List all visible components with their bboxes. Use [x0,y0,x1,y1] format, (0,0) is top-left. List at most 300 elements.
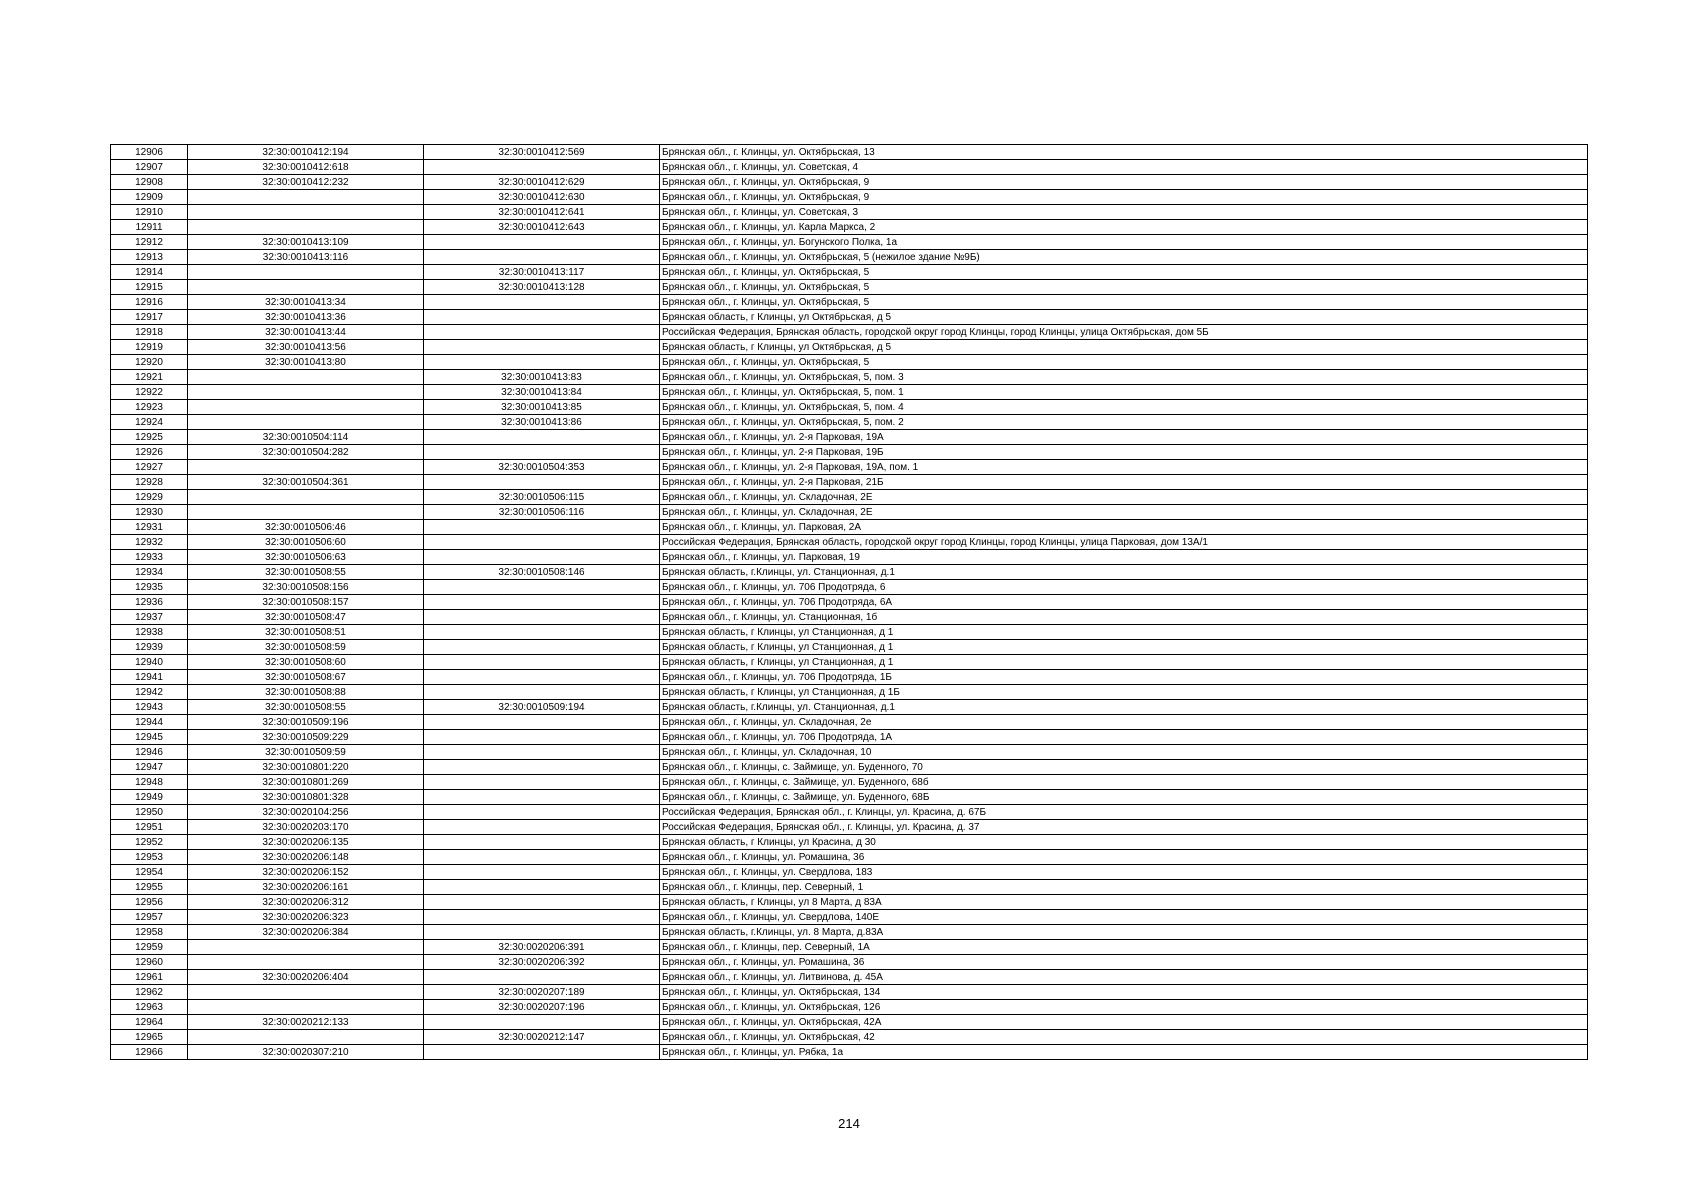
table-row [111,730,1588,745]
table-row [111,400,1588,415]
row-number-cell: 12936 [111,595,188,610]
table-row [111,535,1588,550]
land-cadastral-cell: 32:30:0010504:282 [188,445,424,460]
address-cell: Брянская область, г Клинцы, ул Октябрьская, д 5 [660,310,1588,325]
address-cell: Брянская область, г Клинцы, ул Красина, д 30 [660,835,1588,850]
address-cell: Брянская обл., г. Клинцы, ул. Парковая, 2А [660,520,1588,535]
land-cadastral-cell: 32:30:0010509:229 [188,730,424,745]
land-cadastral-cell: 32:30:0010509:59 [188,745,424,760]
land-cadastral-cell: 32:30:0010508:51 [188,625,424,640]
table-row [111,505,1588,520]
row-number-cell: 12928 [111,475,188,490]
table-row [111,910,1588,925]
table-row [111,355,1588,370]
land-cadastral-cell: 32:30:0020206:135 [188,835,424,850]
address-cell: Российская Федерация, Брянская область, городской округ город Клинцы, город Клинцы, улица Октябрьская, дом 5Б [660,325,1588,340]
address-cell: Брянская обл., г. Клинцы, ул. Октябрьская, 5 [660,295,1588,310]
land-cadastral-cell: 32:30:0010504:361 [188,475,424,490]
building-cadastral-cell: 32:30:0010412:643 [424,220,660,235]
table-row [111,850,1588,865]
row-number-cell: 12908 [111,175,188,190]
table-row [111,940,1588,955]
address-cell: Брянская обл., г. Клинцы, с. Займище, ул. Буденного, 70 [660,760,1588,775]
land-cadastral-cell: 32:30:0020206:161 [188,880,424,895]
table-row [111,190,1588,205]
row-number-cell: 12917 [111,310,188,325]
building-cadastral-cell: 32:30:0020207:196 [424,1000,660,1015]
table-row [111,880,1588,895]
row-number-cell: 12939 [111,640,188,655]
row-number-cell: 12937 [111,610,188,625]
row-number-cell: 12940 [111,655,188,670]
land-cadastral-cell [188,940,424,955]
address-cell: Брянская обл., г. Клинцы, ул. 706 Продотряда, 6 [660,580,1588,595]
row-number-cell: 12963 [111,1000,188,1015]
address-cell: Российская Федерация, Брянская обл., г. Клинцы, ул. Красина, д. 37 [660,820,1588,835]
row-number-cell: 12958 [111,925,188,940]
building-cadastral-cell [424,475,660,490]
building-cadastral-cell: 32:30:0010509:194 [424,700,660,715]
row-number-cell: 12950 [111,805,188,820]
address-cell: Брянская обл., г. Клинцы, ул. Октябрьская, 126 [660,1000,1588,1015]
land-cadastral-cell [188,955,424,970]
table-row [111,775,1588,790]
land-cadastral-cell: 32:30:0020206:323 [188,910,424,925]
land-cadastral-cell: 32:30:0020307:210 [188,1045,424,1060]
address-cell: Брянская обл., г. Клинцы, ул. Складочная, 2е [660,715,1588,730]
building-cadastral-cell [424,745,660,760]
land-cadastral-cell: 32:30:0010413:80 [188,355,424,370]
table-row [111,580,1588,595]
table-row [111,385,1588,400]
building-cadastral-cell: 32:30:0020212:147 [424,1030,660,1045]
land-cadastral-cell: 32:30:0010801:220 [188,760,424,775]
row-number-cell: 12947 [111,760,188,775]
address-cell: Брянская область, г.Клинцы, ул. Станционная, д.1 [660,700,1588,715]
table-row [111,160,1588,175]
table-row [111,1000,1588,1015]
building-cadastral-cell [424,775,660,790]
building-cadastral-cell [424,250,660,265]
address-cell: Брянская обл., г. Клинцы, с. Займище, ул. Буденного, 68Б [660,790,1588,805]
land-cadastral-cell: 32:30:0010412:194 [188,145,424,160]
land-cadastral-cell: 32:30:0010801:269 [188,775,424,790]
land-cadastral-cell [188,400,424,415]
address-cell: Брянская обл., г. Клинцы, ул. 706 Продотряда, 6А [660,595,1588,610]
row-number-cell: 12962 [111,985,188,1000]
building-cadastral-cell: 32:30:0010413:128 [424,280,660,295]
table-row [111,295,1588,310]
land-cadastral-cell: 32:30:0010413:36 [188,310,424,325]
building-cadastral-cell [424,595,660,610]
land-cadastral-cell: 32:30:0010506:60 [188,535,424,550]
table-row [111,370,1588,385]
land-cadastral-cell: 32:30:0010508:157 [188,595,424,610]
address-cell: Брянская обл., г. Клинцы, ул. Свердлова, 140Е [660,910,1588,925]
row-number-cell: 12930 [111,505,188,520]
land-cadastral-cell [188,220,424,235]
building-cadastral-cell [424,835,660,850]
table-row [111,145,1588,160]
address-cell: Брянская обл., г. Клинцы, ул. Станционная, 1б [660,610,1588,625]
table-row [111,715,1588,730]
row-number-cell: 12935 [111,580,188,595]
address-cell: Российская Федерация, Брянская область, городской округ город Клинцы, город Клинцы, улица Парковая, дом 13А/1 [660,535,1588,550]
land-cadastral-cell: 32:30:0010413:34 [188,295,424,310]
row-number-cell: 12951 [111,820,188,835]
address-cell: Брянская обл., г. Клинцы, ул. Литвинова, д. 45А [660,970,1588,985]
building-cadastral-cell [424,355,660,370]
address-cell: Брянская обл., г. Клинцы, ул. Октябрьская, 5 [660,280,1588,295]
building-cadastral-cell [424,625,660,640]
page-number: 214 [838,1116,860,1131]
address-cell: Брянская обл., г. Клинцы, ул. Октябрьская, 5, пом. 3 [660,370,1588,385]
row-number-cell: 12927 [111,460,188,475]
table-row [111,280,1588,295]
land-cadastral-cell: 32:30:0010504:114 [188,430,424,445]
building-cadastral-cell: 32:30:0010413:83 [424,370,660,385]
land-cadastral-cell [188,1000,424,1015]
row-number-cell: 12938 [111,625,188,640]
row-number-cell: 12949 [111,790,188,805]
address-cell: Брянская обл., г. Клинцы, ул. Октябрьская, 5, пом. 1 [660,385,1588,400]
address-cell: Брянская обл., г. Клинцы, ул. Октябрьская, 42 [660,1030,1588,1045]
address-cell: Брянская обл., г. Клинцы, с. Займище, ул. Буденного, 68б [660,775,1588,790]
building-cadastral-cell: 32:30:0010506:115 [424,490,660,505]
table-row [111,595,1588,610]
address-cell: Брянская обл., г. Клинцы, ул. 2-я Парковая, 21Б [660,475,1588,490]
table-row [111,490,1588,505]
building-cadastral-cell [424,610,660,625]
address-cell: Брянская обл., г. Клинцы, ул. 706 Продотряда, 1Б [660,670,1588,685]
row-number-cell: 12942 [111,685,188,700]
row-number-cell: 12961 [111,970,188,985]
building-cadastral-cell: 32:30:0010412:569 [424,145,660,160]
table-row [111,655,1588,670]
table-row [111,895,1588,910]
row-number-cell: 12933 [111,550,188,565]
address-cell: Брянская область, г.Клинцы, ул. Станционная, д.1 [660,565,1588,580]
land-cadastral-cell: 32:30:0020206:148 [188,850,424,865]
row-number-cell: 12920 [111,355,188,370]
building-cadastral-cell: 32:30:0010506:116 [424,505,660,520]
table-row [111,565,1588,580]
row-number-cell: 12906 [111,145,188,160]
building-cadastral-cell [424,790,660,805]
table-row [111,175,1588,190]
land-cadastral-cell [188,490,424,505]
land-cadastral-cell: 32:30:0010506:46 [188,520,424,535]
land-cadastral-cell: 32:30:0020206:384 [188,925,424,940]
building-cadastral-cell [424,295,660,310]
row-number-cell: 12957 [111,910,188,925]
building-cadastral-cell: 32:30:0010413:84 [424,385,660,400]
building-cadastral-cell [424,715,660,730]
address-cell: Брянская область, г Клинцы, ул 8 Марта, д 83А [660,895,1588,910]
building-cadastral-cell [424,805,660,820]
row-number-cell: 12909 [111,190,188,205]
address-cell: Брянская область, г Клинцы, ул Станционная, д 1 [660,625,1588,640]
address-cell: Брянская обл., г. Клинцы, ул. Октябрьская, 9 [660,175,1588,190]
land-cadastral-cell [188,205,424,220]
land-cadastral-cell [188,1030,424,1045]
row-number-cell: 12923 [111,400,188,415]
building-cadastral-cell: 32:30:0010412:641 [424,205,660,220]
building-cadastral-cell [424,550,660,565]
row-number-cell: 12931 [111,520,188,535]
address-cell: Брянская область, г.Клинцы, ул. 8 Марта, д.83А [660,925,1588,940]
row-number-cell: 12954 [111,865,188,880]
building-cadastral-cell: 32:30:0010508:146 [424,565,660,580]
row-number-cell: 12919 [111,340,188,355]
address-cell: Брянская обл., г. Клинцы, ул. Рябка, 1а [660,1045,1588,1060]
address-cell: Брянская обл., г. Клинцы, ул. Складочная, 10 [660,745,1588,760]
address-cell: Брянская обл., г. Клинцы, ул. Октябрьская, 5 [660,355,1588,370]
row-number-cell: 12916 [111,295,188,310]
table-row [111,235,1588,250]
table-row [111,625,1588,640]
address-cell: Брянская обл., г. Клинцы, ул. 706 Продотряда, 1А [660,730,1588,745]
building-cadastral-cell [424,820,660,835]
row-number-cell: 12926 [111,445,188,460]
land-cadastral-cell: 32:30:0010508:55 [188,700,424,715]
land-cadastral-cell: 32:30:0020206:404 [188,970,424,985]
table-row [111,430,1588,445]
address-cell: Брянская обл., г. Клинцы, ул. Октябрьская, 5, пом. 2 [660,415,1588,430]
building-cadastral-cell [424,655,660,670]
land-cadastral-cell [188,505,424,520]
row-number-cell: 12946 [111,745,188,760]
building-cadastral-cell [424,535,660,550]
address-cell: Брянская обл., г. Клинцы, пер. Северный, 1А [660,940,1588,955]
land-cadastral-cell [188,985,424,1000]
building-cadastral-cell [424,685,660,700]
building-cadastral-cell [424,880,660,895]
row-number-cell: 12945 [111,730,188,745]
table-row [111,205,1588,220]
row-number-cell: 12925 [111,430,188,445]
address-cell: Брянская область, г Клинцы, ул Станционная, д 1Б [660,685,1588,700]
building-cadastral-cell [424,925,660,940]
land-cadastral-cell: 32:30:0010508:47 [188,610,424,625]
building-cadastral-cell [424,895,660,910]
table-row [111,340,1588,355]
address-cell: Брянская обл., г. Клинцы, ул. Октябрьская, 134 [660,985,1588,1000]
building-cadastral-cell: 32:30:0010504:353 [424,460,660,475]
table-row [111,640,1588,655]
table-row [111,610,1588,625]
row-number-cell: 12956 [111,895,188,910]
building-cadastral-cell [424,850,660,865]
building-cadastral-cell [424,580,660,595]
row-number-cell: 12929 [111,490,188,505]
land-cadastral-cell: 32:30:0010506:63 [188,550,424,565]
registry-table [110,144,1588,1060]
table-row [111,745,1588,760]
building-cadastral-cell: 32:30:0010412:630 [424,190,660,205]
row-number-cell: 12921 [111,370,188,385]
table-row [111,685,1588,700]
land-cadastral-cell: 32:30:0020203:170 [188,820,424,835]
table-row [111,220,1588,235]
land-cadastral-cell [188,265,424,280]
table-row [111,250,1588,265]
table-row [111,550,1588,565]
registry-table-body [111,145,1588,1060]
address-cell: Брянская обл., г. Клинцы, ул. Карла Маркса, 2 [660,220,1588,235]
building-cadastral-cell [424,670,660,685]
table-row [111,805,1588,820]
land-cadastral-cell: 32:30:0020104:256 [188,805,424,820]
building-cadastral-cell [424,970,660,985]
table-row [111,1045,1588,1060]
address-cell: Брянская обл., г. Клинцы, ул. Советская, 3 [660,205,1588,220]
row-number-cell: 12914 [111,265,188,280]
row-number-cell: 12948 [111,775,188,790]
row-number-cell: 12913 [111,250,188,265]
table-row [111,1015,1588,1030]
table-row [111,955,1588,970]
address-cell: Брянская обл., г. Клинцы, ул. Складочная, 2Е [660,490,1588,505]
address-cell: Брянская обл., г. Клинцы, ул. Октябрьская, 5 [660,265,1588,280]
land-cadastral-cell: 32:30:0010413:116 [188,250,424,265]
land-cadastral-cell: 32:30:0010508:156 [188,580,424,595]
address-cell: Брянская обл., г. Клинцы, пер. Северный, 1 [660,880,1588,895]
building-cadastral-cell [424,1045,660,1060]
table-row [111,835,1588,850]
address-cell: Российская Федерация, Брянская обл., г. Клинцы, ул. Красина, д. 67Б [660,805,1588,820]
land-cadastral-cell: 32:30:0010413:56 [188,340,424,355]
building-cadastral-cell [424,340,660,355]
land-cadastral-cell [188,460,424,475]
table-row [111,925,1588,940]
land-cadastral-cell [188,190,424,205]
row-number-cell: 12952 [111,835,188,850]
row-number-cell: 12922 [111,385,188,400]
building-cadastral-cell [424,910,660,925]
land-cadastral-cell: 32:30:0010508:67 [188,670,424,685]
table-row [111,820,1588,835]
row-number-cell: 12966 [111,1045,188,1060]
table-row [111,790,1588,805]
row-number-cell: 12912 [111,235,188,250]
row-number-cell: 12918 [111,325,188,340]
building-cadastral-cell [424,730,660,745]
building-cadastral-cell: 32:30:0020206:391 [424,940,660,955]
address-cell: Брянская обл., г. Клинцы, ул. Ромашина, 36 [660,955,1588,970]
land-cadastral-cell: 32:30:0010508:59 [188,640,424,655]
row-number-cell: 12953 [111,850,188,865]
row-number-cell: 12911 [111,220,188,235]
table-row [111,415,1588,430]
land-cadastral-cell [188,280,424,295]
land-cadastral-cell: 32:30:0020206:152 [188,865,424,880]
building-cadastral-cell [424,325,660,340]
row-number-cell: 12960 [111,955,188,970]
building-cadastral-cell: 32:30:0020207:189 [424,985,660,1000]
row-number-cell: 12924 [111,415,188,430]
building-cadastral-cell [424,1015,660,1030]
row-number-cell: 12932 [111,535,188,550]
table-row [111,475,1588,490]
address-cell: Брянская область, г Клинцы, ул Октябрьская, д 5 [660,340,1588,355]
row-number-cell: 12934 [111,565,188,580]
land-cadastral-cell: 32:30:0010412:232 [188,175,424,190]
land-cadastral-cell: 32:30:0010413:109 [188,235,424,250]
row-number-cell: 12943 [111,700,188,715]
land-cadastral-cell: 32:30:0020206:312 [188,895,424,910]
table-row [111,520,1588,535]
row-number-cell: 12907 [111,160,188,175]
address-cell: Брянская обл., г. Клинцы, ул. Парковая, 19 [660,550,1588,565]
row-number-cell: 12959 [111,940,188,955]
table-row [111,760,1588,775]
building-cadastral-cell: 32:30:0010413:86 [424,415,660,430]
row-number-cell: 12955 [111,880,188,895]
table-row [111,325,1588,340]
table-row [111,1030,1588,1045]
table-row [111,310,1588,325]
address-cell: Брянская обл., г. Клинцы, ул. Свердлова, 183 [660,865,1588,880]
land-cadastral-cell: 32:30:0010508:88 [188,685,424,700]
row-number-cell: 12944 [111,715,188,730]
building-cadastral-cell: 32:30:0020206:392 [424,955,660,970]
building-cadastral-cell: 32:30:0010412:629 [424,175,660,190]
land-cadastral-cell: 32:30:0010508:60 [188,655,424,670]
building-cadastral-cell [424,160,660,175]
address-cell: Брянская обл., г. Клинцы, ул. Советская, 4 [660,160,1588,175]
land-cadastral-cell: 32:30:0020212:133 [188,1015,424,1030]
table-row [111,265,1588,280]
row-number-cell: 12941 [111,670,188,685]
land-cadastral-cell [188,415,424,430]
row-number-cell: 12965 [111,1030,188,1045]
land-cadastral-cell [188,370,424,385]
address-cell: Брянская обл., г. Клинцы, ул. Богунского Полка, 1а [660,235,1588,250]
address-cell: Брянская обл., г. Клинцы, ул. Октябрьская, 5, пом. 4 [660,400,1588,415]
building-cadastral-cell [424,640,660,655]
land-cadastral-cell: 32:30:0010413:44 [188,325,424,340]
land-cadastral-cell: 32:30:0010412:618 [188,160,424,175]
building-cadastral-cell [424,310,660,325]
building-cadastral-cell [424,865,660,880]
address-cell: Брянская обл., г. Клинцы, ул. Октябрьская, 5 (нежилое здание №9Б) [660,250,1588,265]
table-row [111,985,1588,1000]
table-row [111,460,1588,475]
table-row [111,445,1588,460]
table-row [111,670,1588,685]
land-cadastral-cell: 32:30:0010508:55 [188,565,424,580]
table-row [111,865,1588,880]
address-cell: Брянская обл., г. Клинцы, ул. Октябрьская, 13 [660,145,1588,160]
building-cadastral-cell [424,520,660,535]
address-cell: Брянская обл., г. Клинцы, ул. Октябрьская, 42А [660,1015,1588,1030]
row-number-cell: 12964 [111,1015,188,1030]
building-cadastral-cell [424,445,660,460]
table-row [111,700,1588,715]
land-cadastral-cell [188,385,424,400]
address-cell: Брянская область, г Клинцы, ул Станционная, д 1 [660,640,1588,655]
address-cell: Брянская обл., г. Клинцы, ул. Складочная, 2Е [660,505,1588,520]
land-cadastral-cell: 32:30:0010509:196 [188,715,424,730]
address-cell: Брянская обл., г. Клинцы, ул. 2-я Парковая, 19А [660,430,1588,445]
row-number-cell: 12910 [111,205,188,220]
building-cadastral-cell [424,760,660,775]
address-cell: Брянская обл., г. Клинцы, ул. 2-я Парковая, 19А, пом. 1 [660,460,1588,475]
table-row [111,970,1588,985]
address-cell: Брянская обл., г. Клинцы, ул. Октябрьская, 9 [660,190,1588,205]
land-cadastral-cell: 32:30:0010801:328 [188,790,424,805]
